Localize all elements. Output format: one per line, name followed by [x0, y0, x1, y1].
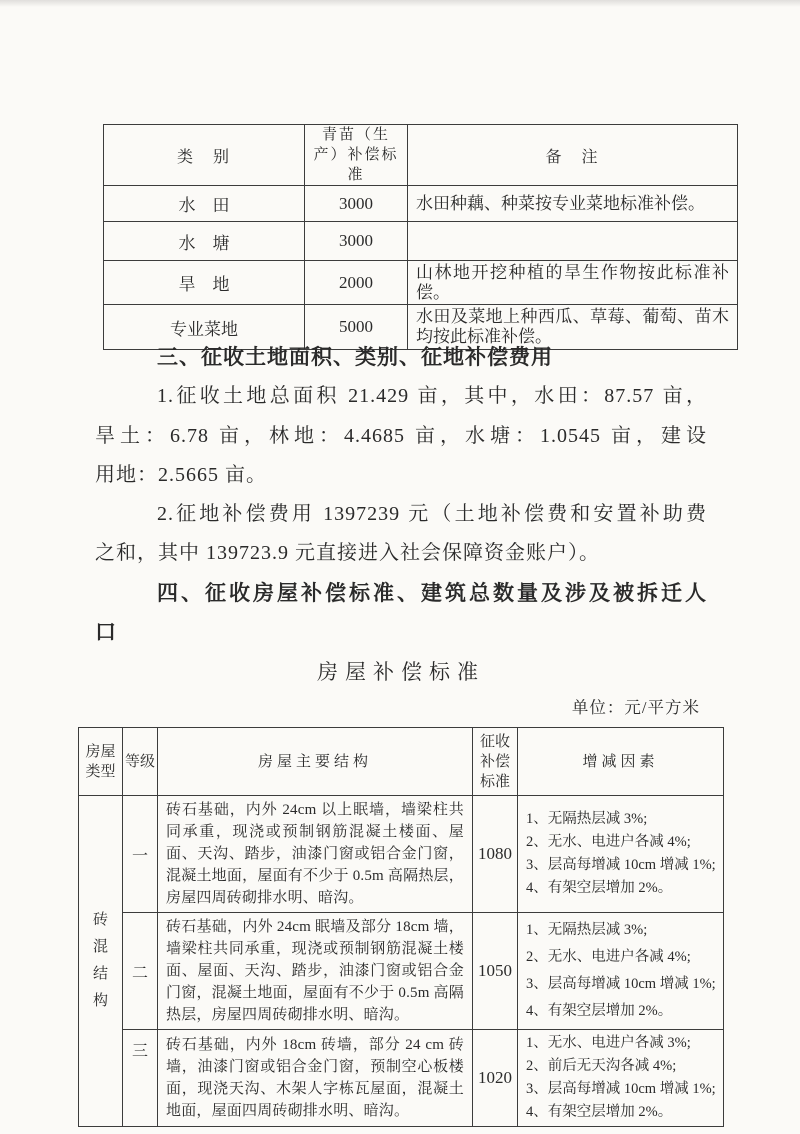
standard-cell: 5000 — [305, 305, 408, 350]
col-header-structure: 房屋主要结构 — [158, 728, 473, 796]
table-row — [79, 913, 724, 1030]
section-heading-3: 三、征收土地面积、类别、征地补偿费用 — [157, 345, 553, 369]
category-cell: 专业菜地 — [104, 305, 305, 350]
category-cell: 水 田 — [104, 186, 305, 222]
remark-cell: 水田及菜地上种西瓜、草莓、葡萄、苗木均按此标准补偿。 — [408, 305, 738, 350]
table-row — [79, 796, 724, 913]
factor-line: 3、层高每增减 10cm 增减 1%; — [526, 1081, 716, 1097]
structure-cell: 砖石基础，内外 24cm 以上眠墙，墙梁柱共同承重，现浇或预制钢筋混凝土楼面、屋面、天沟、踏步，油漆门窗或铝合金门窗，混凝土地面，屋面有不少于 0.5m 高隔热层，房屋四周砖砌排水明、暗沟。 — [158, 796, 473, 913]
col-header-remark: 备 注 — [408, 125, 738, 186]
table-row — [104, 261, 738, 305]
factor-line: 3、层高每增减 10cm 增减 1%; — [526, 976, 716, 992]
col-header-category: 类 别 — [104, 125, 305, 186]
table-header-row — [104, 125, 738, 186]
col-header-house-type: 房屋类型 — [79, 728, 123, 796]
factor-line: 4、有架空层增加 2%。 — [526, 1104, 673, 1120]
heading-line: 四、征收房屋补偿标准、建筑总数量及涉及被拆迁人 — [157, 580, 707, 605]
heading-line: 口 — [95, 620, 117, 645]
factors-cell — [518, 1030, 724, 1127]
table-row — [104, 186, 738, 222]
structure-cell: 砖石基础，内外 24cm 眠墙及部分 18cm 墙，墙梁柱共同承重，现浇或预制钢筋混凝土楼面、屋面、天沟、踏步，油漆门窗或铝合金门窗，混凝土地面，屋面有不少于 0.5m 高隔热层，房屋四周砖砌排水明、暗沟。 — [158, 913, 473, 1030]
standard-cell: 1080 — [473, 796, 518, 913]
paragraph-line: 之和，其中 139723.9 元直接进入社会保障资金账户）。 — [95, 542, 600, 565]
factor-line: 1、无隔热层减 3%; — [526, 922, 648, 938]
remark-cell — [408, 222, 738, 261]
table-row — [79, 1030, 724, 1127]
factor-line: 1、无隔热层减 3%; — [526, 811, 648, 827]
structure-cell: 砖石基础，内外 18cm 砖墙，部分 24 cm 砖墙，油漆门窗或铝合金门窗，预制空心板楼面，现浇天沟、木架人字栋瓦屋面，混凝土地面，屋面四周砖砌排水明、暗沟。 — [158, 1030, 473, 1127]
factor-line: 1、无水、电进户各减 3%; — [526, 1035, 691, 1051]
unit-note: 单位：元/平方米 — [571, 698, 700, 718]
paragraph-line: 旱土：6.78 亩，林地：4.4685 亩，水塘：1.0545 亩，建设 — [95, 424, 707, 447]
grade-cell: 二 — [123, 913, 158, 1030]
section-heading-4 — [95, 574, 707, 653]
house-compensation-table — [78, 727, 724, 1127]
category-cell: 水 塘 — [104, 222, 305, 261]
paragraph-line: 1.征收土地总面积 21.429 亩，其中，水田：87.57 亩， — [157, 385, 707, 408]
remark-cell: 水田种藕、种菜按专业菜地标准补偿。 — [408, 186, 738, 222]
factor-line: 3、层高每增减 10cm 增减 1%; — [526, 857, 716, 873]
grade-cell: 三 — [123, 1030, 158, 1127]
factor-line: 4、有架空层增加 2%。 — [526, 880, 673, 896]
factor-line: 2、前后无天沟各减 4%; — [526, 1058, 677, 1074]
paragraph-2 — [95, 495, 707, 574]
table-header-row — [79, 728, 724, 796]
standard-cell: 3000 — [305, 222, 408, 261]
factor-line: 2、无水、电进户各减 4%; — [526, 949, 691, 965]
standard-cell: 1050 — [473, 913, 518, 1030]
remark-cell: 山林地开挖种植的旱生作物按此标准补偿。 — [408, 261, 738, 305]
standard-cell: 3000 — [305, 186, 408, 222]
factors-cell — [518, 796, 724, 913]
col-header-grade: 等级 — [123, 728, 158, 796]
factor-line: 4、有架空层增加 2%。 — [526, 1003, 673, 1019]
factors-cell — [518, 913, 724, 1030]
factor-line: 2、无水、电进户各减 4%; — [526, 834, 691, 850]
paragraph-line: 2.征地补偿费用 1397239 元（土地补偿费和安置补助费 — [157, 503, 707, 526]
house-table-title: 房屋补偿标准 — [317, 660, 485, 685]
col-header-standard: 征收补偿标准 — [473, 728, 518, 796]
category-cell: 旱 地 — [104, 261, 305, 305]
paragraph-line: 用地：2.5665 亩。 — [95, 463, 267, 486]
col-header-standard: 青苗（生产）补偿标准 — [305, 125, 408, 186]
crop-compensation-table — [103, 124, 738, 350]
col-header-factors: 增减因素 — [518, 728, 724, 796]
house-type-label: 砖混结构 — [92, 912, 108, 1009]
standard-cell: 1020 — [473, 1030, 518, 1127]
house-type-cell — [79, 796, 123, 1127]
table-row — [104, 222, 738, 261]
standard-cell: 2000 — [305, 261, 408, 305]
body-text — [95, 338, 707, 719]
grade-cell: 一 — [123, 796, 158, 913]
paragraph-1 — [95, 377, 707, 495]
